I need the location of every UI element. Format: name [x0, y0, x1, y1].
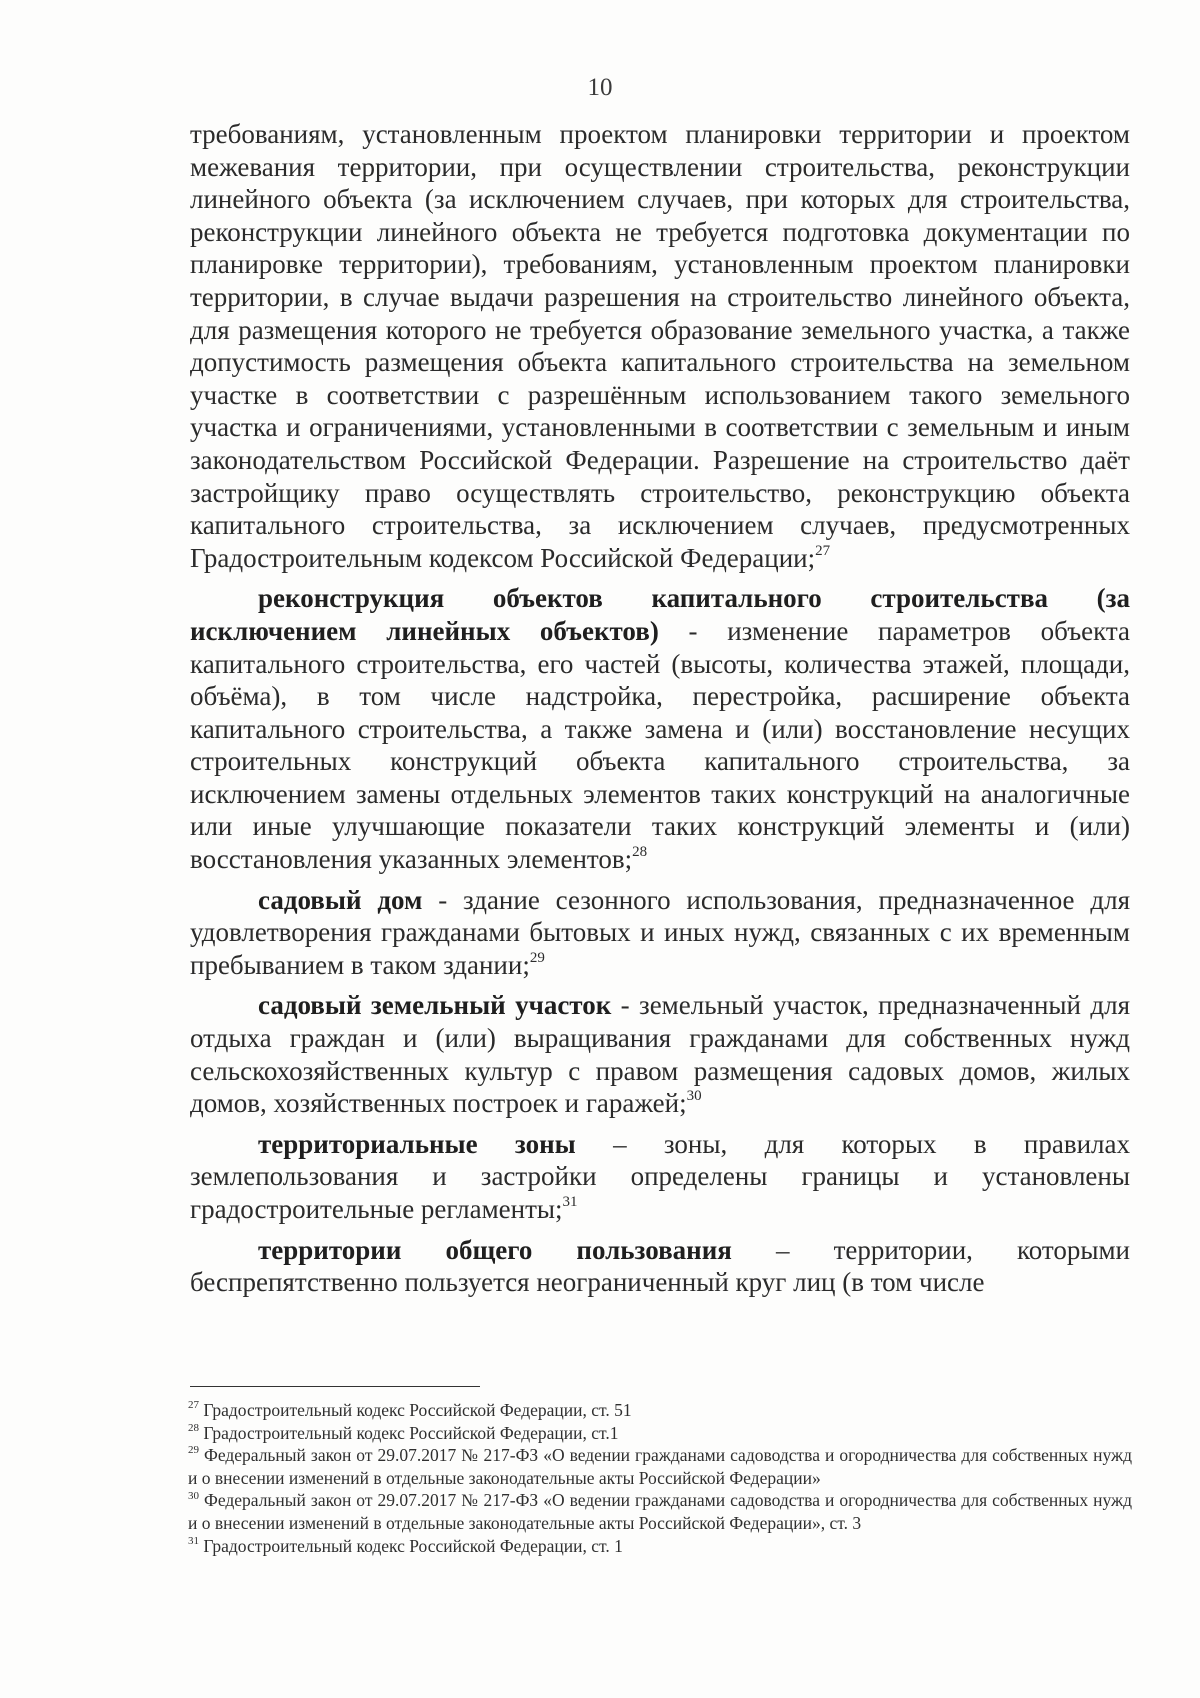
footnote-ref: 31 [562, 1194, 578, 1210]
paragraph-text: требованиям, установленным проектом планировки территории и проектом межевания территории, при осуществлении строительства, реконструкции линейного объекта (за исключением случаев, при которых для строительства, реконструкции линейного объекта не требуется подготовка документации по планировке территории), требованиям, установленным проектом планировки территории, в случае выдачи разрешения на строительство линейного объекта, для размещения которого не требуется образование земельного участка, а также допустимость размещения объекта капитального строительства на земельном участке в соответствии с разрешённым использованием такого земельного участка и ограничениями, установленными в соответствии с земельным и иным законодательством Российской Федерации. Разрешение на строительство даёт застройщику право осуществлять строительство, реконструкцию объекта капитального строительства, за исключением случаев, предусмотренных Градостроительным кодексом Российской Федерации; [190, 119, 1130, 573]
main-text [190, 118, 1130, 1299]
definition-term: территориальные зоны [258, 1128, 576, 1159]
footnote-item [188, 1422, 1132, 1445]
definition-term: реконструкция объектов капитального строительства (за исключением линейных объектов) [190, 583, 1130, 646]
footnote-item [188, 1444, 1132, 1489]
definition-term: садовый земельный участок [258, 990, 612, 1021]
footnote-number: 27 [188, 1399, 199, 1412]
footnote-number: 28 [188, 1421, 199, 1434]
footnote-text: Федеральный закон от 29.07.2017 № 217-ФЗ «О ведении гражданами садоводства и огородничества для собственных нужд и о внесении изменений в отдельные законодательные акты Российской Федерации» [188, 1445, 1132, 1488]
footnote-ref: 28 [632, 844, 648, 861]
definition-term: садовый дом [258, 884, 423, 915]
definition-text: - земельный участок, предназначенный для отдыха граждан и (или) выращивания гражданами для собственных нужд сельскохозяйственных культур с правом размещения садовых домов, жилых домов, хозяйственных построек и гаражей; [190, 990, 1130, 1119]
footnote-number: 30 [188, 1489, 199, 1502]
definition-reconstruction [190, 582, 1130, 875]
footnote-item [188, 1489, 1132, 1534]
definition-text: – зоны, для которых в правилах землепользования и застройки определены границы и установлены градостроительные регламенты; [190, 1128, 1130, 1224]
definition-territorial-zones [190, 1128, 1130, 1226]
definition-text: - здание сезонного использования, предназначенное для удовлетворения гражданами бытовых и иных нужд, связанных с их временным пребыванием в таком здании; [190, 884, 1130, 980]
definition-public-territories [190, 1234, 1130, 1299]
footnote-number: 29 [188, 1444, 199, 1457]
footnote-item [188, 1535, 1132, 1558]
paragraph-continuation [190, 118, 1130, 574]
footnote-text: Градостроительный кодекс Российской Федерации, ст. 51 [199, 1400, 632, 1420]
definition-text: - изменение параметров объекта капитального строительства, его частей (высоты, количества этажей, площади, объёма), в том числе надстройка, перестройка, расширение объекта капитального строительства, а также замена и (или) восстановление несущих строительных конструкций объекта капитального строительства, за исключением замены отдельных элементов таких конструкций на аналогичные или иные улучшающие показатели таких конструкций элементы и (или) восстановления указанных элементов; [190, 615, 1131, 875]
page-number: 10 [587, 74, 613, 101]
definition-term: территории общего пользования [258, 1234, 732, 1265]
footnote-ref: 30 [686, 1088, 702, 1105]
footnote-text: Градостроительный кодекс Российской Федерации, ст.1 [199, 1422, 619, 1443]
definition-garden-house [190, 884, 1130, 982]
footnote-text: Градостроительный кодекс Российской Федерации, ст. 1 [199, 1535, 623, 1556]
footnote-item [188, 1399, 1132, 1422]
footnote-text: Федеральный закон от 29.07.2017 № 217-ФЗ «О ведении гражданами садоводства и огородничества для собственных нужд и о внесении изменений в отдельные законодательные акты Российской Федерации», ст. 3 [188, 1490, 1132, 1533]
definition-garden-plot [190, 989, 1130, 1119]
definition-text: – территории, которыми беспрепятственно пользуется неограниченный круг лиц (в том числе [190, 1234, 1130, 1298]
footnotes [188, 1399, 1132, 1557]
footnote-separator [190, 1386, 480, 1387]
footnote-number: 31 [188, 1534, 199, 1547]
footnote-ref: 27 [815, 542, 831, 559]
footnote-ref: 29 [529, 949, 545, 966]
